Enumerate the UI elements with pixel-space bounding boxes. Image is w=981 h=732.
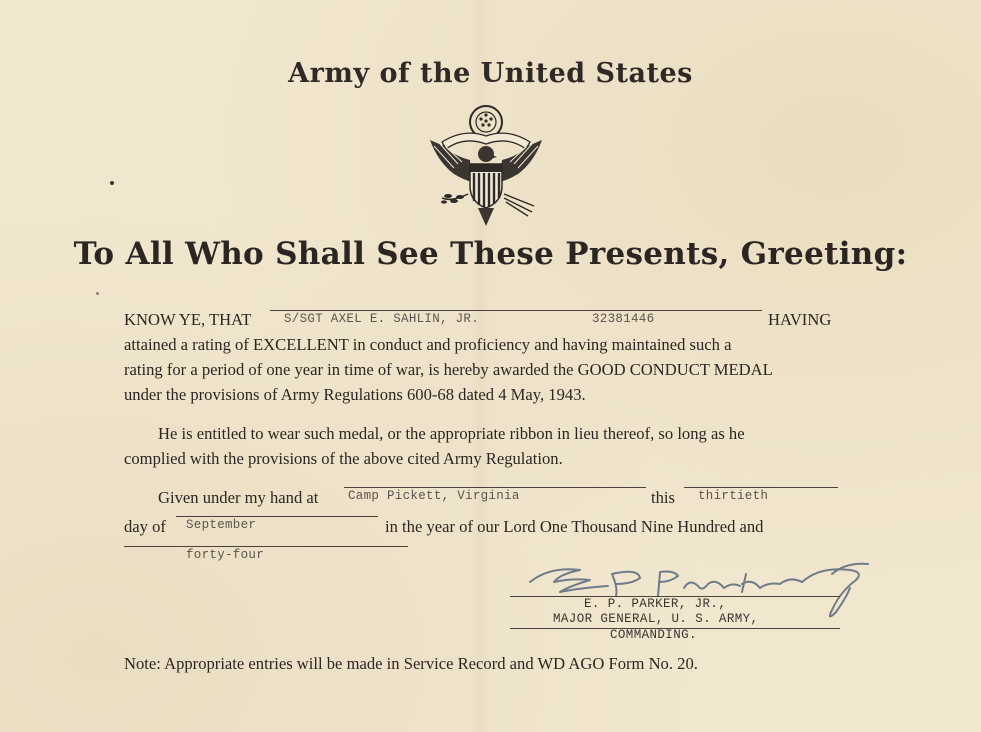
having-label: HAVING (768, 310, 832, 329)
body-line-4: under the provisions of Army Regulations 600-68 dated 4 May, 1943. (124, 385, 586, 404)
great-seal-eagle-icon (424, 102, 548, 230)
body-line-2: attained a rating of EXCELLENT in conduct and proficiency and having maintained such a (124, 335, 732, 354)
day-value: thirtieth (698, 489, 769, 503)
signatory-role: COMMANDING. (610, 628, 697, 642)
body-para2-line-2: complied with the provisions of the above cited Army Regulation. (124, 449, 563, 468)
know-ye-label: KNOW YE, THAT (124, 310, 252, 329)
place-value: Camp Pickett, Virginia (348, 489, 520, 503)
year-value: forty-four (186, 548, 265, 562)
paper-speck (110, 181, 114, 185)
page-title: Army of the United States (288, 58, 693, 89)
signatory-name: E. P. PARKER, JR., (584, 597, 727, 611)
this-label: this (651, 488, 675, 507)
body-para2-line-1: He is entitled to wear such medal, or the appropriate ribbon in lieu thereof, so long as he (158, 424, 745, 443)
serial-number-value: 32381446 (592, 312, 655, 326)
recipient-name-value: S/SGT AXEL E. SAHLIN, JR. (284, 312, 480, 326)
place-field (344, 487, 646, 503)
greeting-heading: To All Who Shall See These Presents, Greeting: (73, 236, 908, 272)
body-line-3: rating for a period of one year in time of war, is hereby awarded the GOOD CONDUCT MEDAL (124, 360, 773, 379)
year-text: in the year of our Lord One Thousand Nine Hundred and (385, 517, 764, 536)
given-under-label: Given under my hand at (158, 488, 319, 507)
month-value: September (186, 518, 257, 532)
footer-note: Note: Appropriate entries will be made in Service Record and WD AGO Form No. 20. (124, 654, 698, 673)
day-of-label: day of (124, 517, 166, 536)
signatory-rank: MAJOR GENERAL, U. S. ARMY, (553, 612, 759, 626)
year-field (124, 546, 408, 562)
month-field (176, 516, 378, 532)
paper-speck (96, 292, 99, 295)
day-field (684, 487, 838, 503)
recipient-name-field (270, 310, 762, 326)
